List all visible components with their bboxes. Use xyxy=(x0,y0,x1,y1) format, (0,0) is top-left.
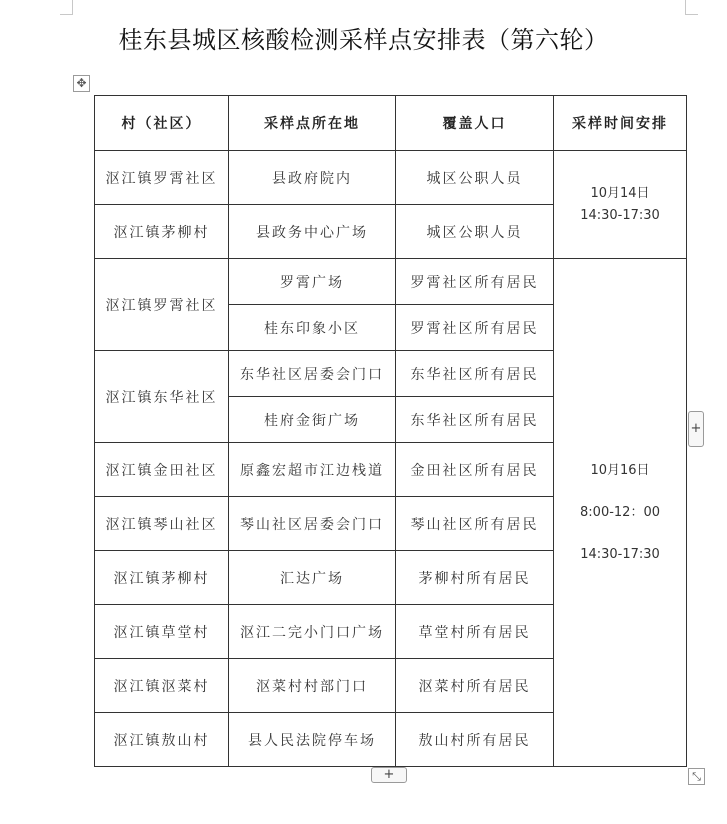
cell-village: 沤江镇琴山社区 xyxy=(95,497,229,551)
cell-village: 沤江镇金田社区 xyxy=(95,443,229,497)
cell-population: 罗霄社区所有居民 xyxy=(396,305,554,351)
cell-site: 原鑫宏超市江边栈道 xyxy=(229,443,396,497)
schedule-1-date: 10月14日 xyxy=(590,185,650,201)
cell-population: 茅柳村所有居民 xyxy=(396,551,554,605)
cell-site: 桂府金街广场 xyxy=(229,397,396,443)
cell-village: 沤江镇罗霄社区 xyxy=(95,151,229,205)
page-corner-mark-right xyxy=(685,0,686,14)
cell-schedule-2 xyxy=(554,259,687,767)
page-corner-mark-left-h xyxy=(60,14,73,15)
cell-village: 沤江镇茅柳村 xyxy=(95,551,229,605)
cell-site: 县人民法院停车场 xyxy=(229,713,396,767)
table-move-handle-icon[interactable]: ✥ xyxy=(73,75,90,92)
header-site: 采样点所在地 xyxy=(229,96,396,151)
cell-village: 沤江镇敖山村 xyxy=(95,713,229,767)
table-row xyxy=(95,151,687,205)
cell-village: 沤江镇草堂村 xyxy=(95,605,229,659)
schedule-2-time-am: 8:00-12：00 xyxy=(580,504,660,520)
cell-schedule-1 xyxy=(554,151,687,259)
page-corner-mark-right-h xyxy=(685,14,698,15)
cell-site: 东华社区居委会门口 xyxy=(229,351,396,397)
cell-site: 县政务中心广场 xyxy=(229,205,396,259)
cell-village: 沤江镇罗霄社区 xyxy=(95,259,229,351)
schedule-2-date: 10月16日 xyxy=(590,462,650,478)
cell-population: 东华社区所有居民 xyxy=(396,351,554,397)
cell-site: 罗霄广场 xyxy=(229,259,396,305)
table-row xyxy=(95,259,687,305)
cell-population: 沤菜村所有居民 xyxy=(396,659,554,713)
add-column-button[interactable]: + xyxy=(688,411,704,447)
schedule-2-time-pm: 14:30-17:30 xyxy=(580,546,660,562)
cell-population: 罗霄社区所有居民 xyxy=(396,259,554,305)
page-corner-mark-left xyxy=(72,0,73,14)
cell-site: 沤江二完小门口广场 xyxy=(229,605,396,659)
cell-site: 桂东印象小区 xyxy=(229,305,396,351)
header-population: 覆盖人口 xyxy=(396,96,554,151)
document-title: 桂东县城区核酸检测采样点安排表（第六轮） xyxy=(118,26,609,54)
cell-population: 城区公职人员 xyxy=(396,205,554,259)
cell-village: 沤江镇茅柳村 xyxy=(95,205,229,259)
cell-population: 琴山社区所有居民 xyxy=(396,497,554,551)
table-resize-handle-icon[interactable]: ⤡ xyxy=(688,768,705,785)
sampling-schedule-table xyxy=(94,95,687,767)
cell-site: 沤菜村村部门口 xyxy=(229,659,396,713)
schedule-1-time: 14:30-17:30 xyxy=(580,207,660,223)
cell-site: 汇达广场 xyxy=(229,551,396,605)
add-row-button[interactable]: + xyxy=(371,767,407,783)
cell-site: 琴山社区居委会门口 xyxy=(229,497,396,551)
cell-population: 城区公职人员 xyxy=(396,151,554,205)
cell-population: 金田社区所有居民 xyxy=(396,443,554,497)
header-village: 村（社区） xyxy=(95,96,229,151)
cell-village: 沤江镇东华社区 xyxy=(95,351,229,443)
header-schedule: 采样时间安排 xyxy=(554,96,687,151)
cell-village: 沤江镇沤菜村 xyxy=(95,659,229,713)
cell-population: 敖山村所有居民 xyxy=(396,713,554,767)
cell-site: 县政府院内 xyxy=(229,151,396,205)
header-row xyxy=(95,96,687,151)
cell-population: 草堂村所有居民 xyxy=(396,605,554,659)
cell-population: 东华社区所有居民 xyxy=(396,397,554,443)
